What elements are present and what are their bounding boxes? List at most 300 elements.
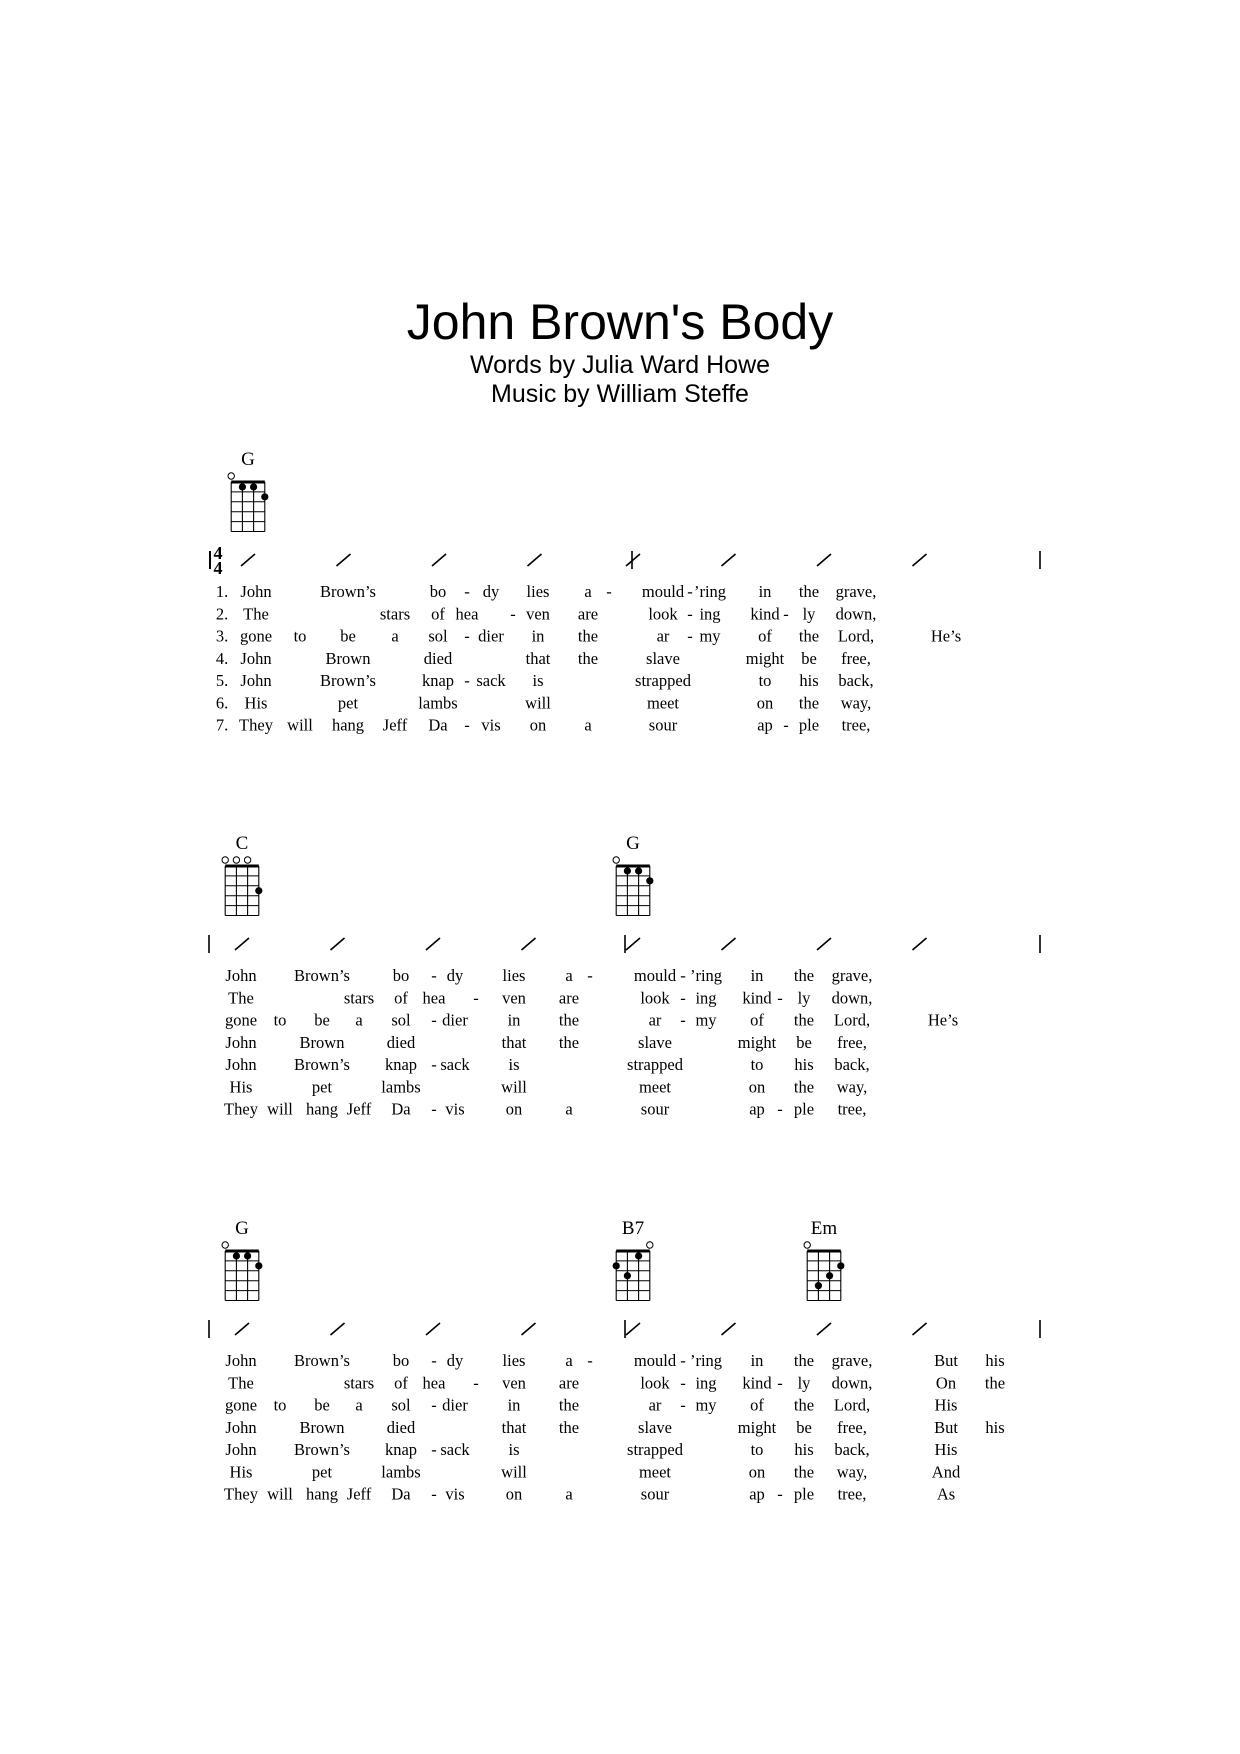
lyric-syllable: hang [305,1484,339,1504]
lyric-hyphen: - [777,1484,783,1504]
lyric-hyphen: - [510,604,516,624]
lyric-hyphen: - [431,1055,437,1074]
lyric-syllable: But [934,1417,958,1437]
lyric-syllable: His [229,1077,253,1097]
lyric-syllable: of [750,1395,764,1415]
lyric-syllable: ven [502,988,526,1008]
lyric-syllable: be [796,1417,812,1437]
music-system-3 [209,1320,1040,1504]
lyric-syllable: free, [841,648,871,668]
open-string-marker [613,857,619,863]
open-string-marker [233,857,239,863]
lyric-syllable: my [695,1010,717,1030]
lyric-syllable: Brown’s [294,966,350,985]
finger-dot [837,1262,844,1269]
lyric-syllable: But [934,1351,958,1370]
lyric-syllable: a [565,1351,573,1370]
lyric-syllable: slave [638,1032,672,1052]
lyric-syllable: in [531,626,545,646]
lyric-syllable: meet [646,693,680,713]
lyric-syllable: died [423,648,453,668]
lyric-syllable: ly [802,604,816,624]
lyric-hyphen: - [587,1351,593,1370]
lyric-syllable: on [505,1099,523,1119]
finger-dot [815,1282,822,1289]
lyric-syllable: bo [392,1351,410,1370]
lyric-syllable: mould [633,966,677,985]
lyric-syllable: is [532,671,544,690]
lyric-syllable: sour [640,1484,670,1504]
lyric-hyphen: - [680,1010,686,1030]
beat-slash [913,938,927,950]
lyric-syllable: Jeff [346,1484,372,1504]
lyric-syllable: sack [476,671,506,690]
lyric-syllable: strapped [627,1440,683,1459]
lyric-syllable: John [240,582,272,601]
lyric-syllable: to [750,1440,764,1459]
finger-dot [250,483,257,490]
beat-slash [913,1323,927,1335]
finger-dot [239,483,246,490]
lyric-syllable: The [243,604,269,624]
lyric-syllable: stars [343,988,375,1008]
lyric-syllable: might [737,1417,777,1437]
lyric-hyphen: - [431,1010,437,1030]
lyric-syllable: the [577,648,599,668]
lyric-syllable: hea [422,1373,446,1393]
lyric-syllable: meet [638,1077,672,1097]
chord-diagram-G [222,1218,262,1301]
song-title: John Brown's Body [406,294,834,350]
music-system-2 [209,935,1040,1119]
lyric-syllable: in [750,1351,764,1370]
lyric-hyphen: - [777,1099,783,1119]
lyric-hyphen: - [464,626,470,646]
chord-name-label: B7 [621,1218,645,1239]
lyric-syllable: Brown’s [320,582,376,601]
lyric-hyphen: - [777,1373,783,1393]
open-string-marker [228,473,234,479]
lyric-syllable: to [273,1395,287,1415]
lyric-syllable: bo [429,582,447,601]
lyric-syllable: be [796,1032,812,1052]
lyric-syllable: tree, [837,1484,867,1504]
lyric-syllable: of [394,1373,408,1393]
lyric-syllable: to [758,671,772,690]
lyric-syllable: the [793,1462,815,1482]
lyric-hyphen: - [431,966,437,985]
lyric-hyphen: - [464,671,470,690]
lyric-syllable: ’ring [689,966,723,985]
lyric-syllable: ly [797,988,811,1008]
lyric-syllable: my [699,626,721,646]
finger-dot [261,493,268,500]
lyric-syllable: knap [421,671,455,690]
lyric-hyphen: - [777,988,783,1008]
lyric-hyphen: - [431,1395,437,1415]
lyric-syllable: Brown [325,648,371,668]
beat-slash [426,1323,440,1335]
lyric-syllable: a [355,1010,363,1030]
lyric-syllable: mould [633,1351,677,1370]
lyric-syllable: John [225,1417,257,1437]
lyric-syllable: the [798,626,820,646]
music-system-1 [210,543,1040,735]
beat-slash [241,554,255,566]
lyric-syllable: ’ring [689,1351,723,1370]
lyric-syllable: in [758,582,772,601]
lyric-syllable: will [525,693,551,713]
lyric-syllable: the [793,1351,815,1370]
lyric-syllable: of [750,1010,764,1030]
beat-slash [432,554,446,566]
lyric-syllable: free, [837,1032,867,1052]
lyric-syllable: his [794,1055,814,1074]
lyric-syllable: vis [445,1484,465,1504]
lyric-hyphen: - [431,1484,437,1504]
lyric-syllable: John [225,1032,257,1052]
lyric-syllable: ap [749,1484,765,1504]
chord-diagram-Em [804,1218,844,1301]
lyric-syllable: Lord, [833,1010,871,1030]
lyric-syllable: sol [391,1010,411,1030]
lyric-syllable: grave, [835,582,877,601]
lyric-syllable: a [565,1099,573,1119]
lyric-hyphen: - [783,604,789,624]
chord-name-label: C [235,833,249,854]
beat-slash [722,554,736,566]
lyric-syllable: will [501,1462,527,1482]
lyric-syllable: ly [797,1373,811,1393]
lyric-syllable: mould [641,582,685,601]
lyric-syllable: the [793,966,815,985]
time-signature-denominator: 4 [213,558,223,578]
lyric-syllable: way, [836,1462,868,1482]
finger-dot [255,1262,262,1269]
lyric-syllable: John [225,1055,257,1074]
lyric-syllable: ple [798,715,820,735]
composer-credit: Music by William Steffe [491,380,749,408]
lyric-syllable: the [793,1010,815,1030]
lyric-syllable: They [224,1099,258,1119]
lyric-syllable: Brown [299,1032,345,1052]
lyric-syllable: lambs [418,693,458,713]
beat-slash [722,1323,736,1335]
lyric-syllable: sol [428,626,448,646]
lyric-syllable: gone [239,626,273,646]
lyric-syllable: sour [640,1099,670,1119]
open-string-marker [222,857,228,863]
lyric-syllable: the [798,582,820,601]
lyric-hyphen: - [687,582,693,601]
lyric-syllable: On [935,1373,957,1393]
lyric-syllable: Jeff [382,715,408,735]
lyric-syllable: The [228,988,254,1008]
lyric-syllable: pet [337,693,359,713]
lyric-syllable: of [758,626,772,646]
lyric-hyphen: - [680,966,686,985]
lyric-syllable: in [750,966,764,985]
beat-slash [331,1323,345,1335]
lyric-syllable: a [584,582,592,601]
lyric-syllable: ap [757,715,773,735]
lyric-syllable: lies [502,966,526,985]
beat-slash [817,554,831,566]
time-signature-numerator: 4 [213,543,223,563]
finger-dot [255,887,262,894]
lyric-syllable: the [798,693,820,713]
verse-number: 5. [215,671,229,690]
lyric-syllable: on [529,715,547,735]
lyric-syllable: ar [648,1395,662,1415]
lyric-syllable: be [801,648,817,668]
finger-dot [233,1252,240,1259]
lyric-syllable: ing [695,1373,717,1393]
beat-slash [626,554,640,566]
lyric-syllable: will [287,715,313,735]
lyric-syllable: be [314,1395,330,1415]
lyric-syllable: are [558,1373,580,1393]
lyric-syllable: knap [384,1440,418,1459]
verse-number: 3. [215,626,229,646]
lyric-syllable: the [577,626,599,646]
lyric-syllable: free, [837,1417,867,1437]
open-string-marker [222,1242,228,1248]
chord-name-label: Em [810,1218,838,1239]
lyric-syllable: is [508,1440,520,1459]
lyric-syllable: stars [343,1373,375,1393]
lyric-syllable: sol [391,1395,411,1415]
lyric-syllable: John [240,648,272,668]
beat-slash [626,938,640,950]
lyric-syllable: John [240,671,272,690]
lyric-syllable: hang [305,1099,339,1119]
lyric-syllable: down, [831,988,873,1008]
lyric-syllable: of [431,604,445,624]
lyric-syllable: be [340,626,356,646]
beat-slash [235,1323,249,1335]
lyric-syllable: his [799,671,819,690]
lyric-syllable: ap [749,1099,765,1119]
lyric-syllable: kind [742,1373,772,1393]
lyric-syllable: Brown’s [320,671,376,690]
lyric-syllable: grave, [831,1351,873,1370]
lyric-syllable: vis [445,1099,465,1119]
lyric-syllable: in [507,1395,521,1415]
lyric-syllable: bo [392,966,410,985]
lyric-syllable: down, [831,1373,873,1393]
lyric-syllable: the [558,1417,580,1437]
lyric-syllable: ar [648,1010,662,1030]
lyric-syllable: a [565,1484,573,1504]
open-string-marker [647,1242,653,1248]
lyric-syllable: And [931,1462,961,1482]
lyric-syllable: sour [648,715,678,735]
lyric-syllable: slave [646,648,680,668]
chord-diagram-C [222,833,262,916]
lyric-syllable: Jeff [346,1099,372,1119]
lyric-syllable: Lord, [837,626,875,646]
open-string-marker [804,1242,810,1248]
lyric-syllable: died [386,1417,416,1437]
lyric-syllable: look [640,1373,670,1393]
lyric-syllable: will [267,1099,293,1119]
lyric-syllable: The [228,1373,254,1393]
beat-slash [331,938,345,950]
lyric-hyphen: - [473,988,479,1008]
lyric-syllable: down, [835,604,877,624]
lyric-hyphen: - [680,1395,686,1415]
lyric-syllable: ing [699,604,721,624]
lyric-hyphen: - [464,582,470,601]
lyric-syllable: way, [840,693,872,713]
beat-slash [626,1323,640,1335]
lyric-syllable: my [695,1395,717,1415]
lyric-syllable: the [558,1395,580,1415]
lyric-syllable: back, [838,671,874,690]
lyric-hyphen: - [473,1373,479,1393]
lyric-syllable: ple [793,1484,815,1504]
lyric-syllable: sack [440,1440,470,1459]
finger-dot [624,867,631,874]
lyric-hyphen: - [680,988,686,1008]
lyric-syllable: knap [384,1055,418,1074]
lyric-syllable: His [244,693,268,713]
lyric-syllable: back, [834,1440,870,1459]
lyricist-credit: Words by Julia Ward Howe [469,351,771,379]
lyric-syllable: back, [834,1055,870,1074]
lyric-syllable: ’ring [693,582,727,601]
lyric-syllable: hea [455,604,479,624]
lyric-syllable: a [391,626,399,646]
chord-diagram-G [613,833,653,916]
lyric-syllable: ple [793,1099,815,1119]
lyric-hyphen: - [431,1440,437,1459]
lyric-syllable: on [756,693,774,713]
lyric-hyphen: - [680,1351,686,1370]
lyric-syllable: of [394,988,408,1008]
lyric-syllable: dy [446,966,464,985]
lyric-syllable: kind [750,604,780,624]
finger-dot [635,867,642,874]
lyric-syllable: tree, [837,1099,867,1119]
lyric-syllable: vis [481,715,501,735]
beat-slash [528,554,542,566]
finger-dot [826,1272,833,1279]
verse-number: 6. [215,693,229,713]
lyric-syllable: meet [638,1462,672,1482]
lyric-syllable: Lord, [833,1395,871,1415]
lyric-syllable: look [648,604,678,624]
lyric-syllable: They [224,1484,258,1504]
lyric-syllable: Da [391,1099,411,1119]
lyric-syllable: gone [224,1395,258,1415]
verse-number: 1. [215,582,229,601]
lyric-syllable: dy [482,582,500,601]
lyric-syllable: lambs [381,1077,421,1097]
lyric-syllable: on [505,1484,523,1504]
lyric-syllable: will [501,1077,527,1097]
lyric-syllable: be [314,1010,330,1030]
chord-name-label: G [626,833,640,854]
lyric-syllable: kind [742,988,772,1008]
finger-dot [244,1252,251,1259]
lyric-syllable: Brown [299,1417,345,1437]
lyric-syllable: slave [638,1417,672,1437]
lyric-syllable: might [737,1032,777,1052]
lyric-syllable: the [558,1010,580,1030]
open-string-marker [244,857,250,863]
lyric-syllable: the [793,1395,815,1415]
lyric-syllable: a [355,1395,363,1415]
lyric-syllable: lies [502,1351,526,1370]
lyric-syllable: that [525,648,551,668]
lyric-syllable: way, [836,1077,868,1097]
lyric-syllable: strapped [627,1055,683,1074]
lyric-syllable: stars [379,604,411,624]
lyric-syllable: his [985,1417,1005,1437]
lyric-syllable: gone [224,1010,258,1030]
lyric-syllable: ven [502,1373,526,1393]
verse-number: 7. [215,715,229,735]
beat-slash [817,938,831,950]
lyric-hyphen: - [687,626,693,646]
lyric-syllable: Brown’s [294,1351,350,1370]
lyric-syllable: grave, [831,966,873,985]
finger-dot [613,1262,620,1269]
lyric-syllable: a [584,715,592,735]
lyric-syllable: the [984,1373,1006,1393]
finger-dot [624,1272,631,1279]
lyric-syllable: Brown’s [294,1055,350,1074]
lyric-syllable: on [748,1077,766,1097]
lyric-syllable: the [558,1032,580,1052]
lyric-hyphen: - [606,582,612,601]
verse-number: 2. [215,604,229,624]
lyric-syllable: ing [695,988,717,1008]
chord-diagram-B7 [613,1218,653,1301]
lyric-syllable: his [794,1440,814,1459]
beat-slash [722,938,736,950]
lyric-syllable: He’s [930,626,962,646]
lyric-syllable: hang [331,715,365,735]
lyric-syllable: He’s [927,1010,959,1030]
lyric-syllable: look [640,988,670,1008]
lyric-hyphen: - [687,604,693,624]
lyric-hyphen: - [680,1373,686,1393]
lyric-syllable: is [508,1055,520,1074]
lyric-syllable: to [273,1010,287,1030]
finger-dot [646,877,653,884]
lyric-syllable: Da [428,715,448,735]
lyric-syllable: pet [311,1077,333,1097]
lyric-syllable: Brown’s [294,1440,350,1459]
lyric-syllable: are [558,988,580,1008]
lyric-syllable: dier [442,1395,468,1415]
lyric-syllable: They [239,715,273,735]
lyric-hyphen: - [431,1351,437,1370]
beat-slash [522,1323,536,1335]
lyric-syllable: pet [311,1462,333,1482]
lyric-syllable: the [793,1077,815,1097]
verse-number: 4. [215,648,229,668]
beat-slash [337,554,351,566]
lyric-syllable: ven [526,604,550,624]
lyric-syllable: John [225,1351,257,1370]
lyric-syllable: As [936,1484,956,1504]
lyric-syllable: His [229,1462,253,1482]
lyric-hyphen: - [587,966,593,985]
